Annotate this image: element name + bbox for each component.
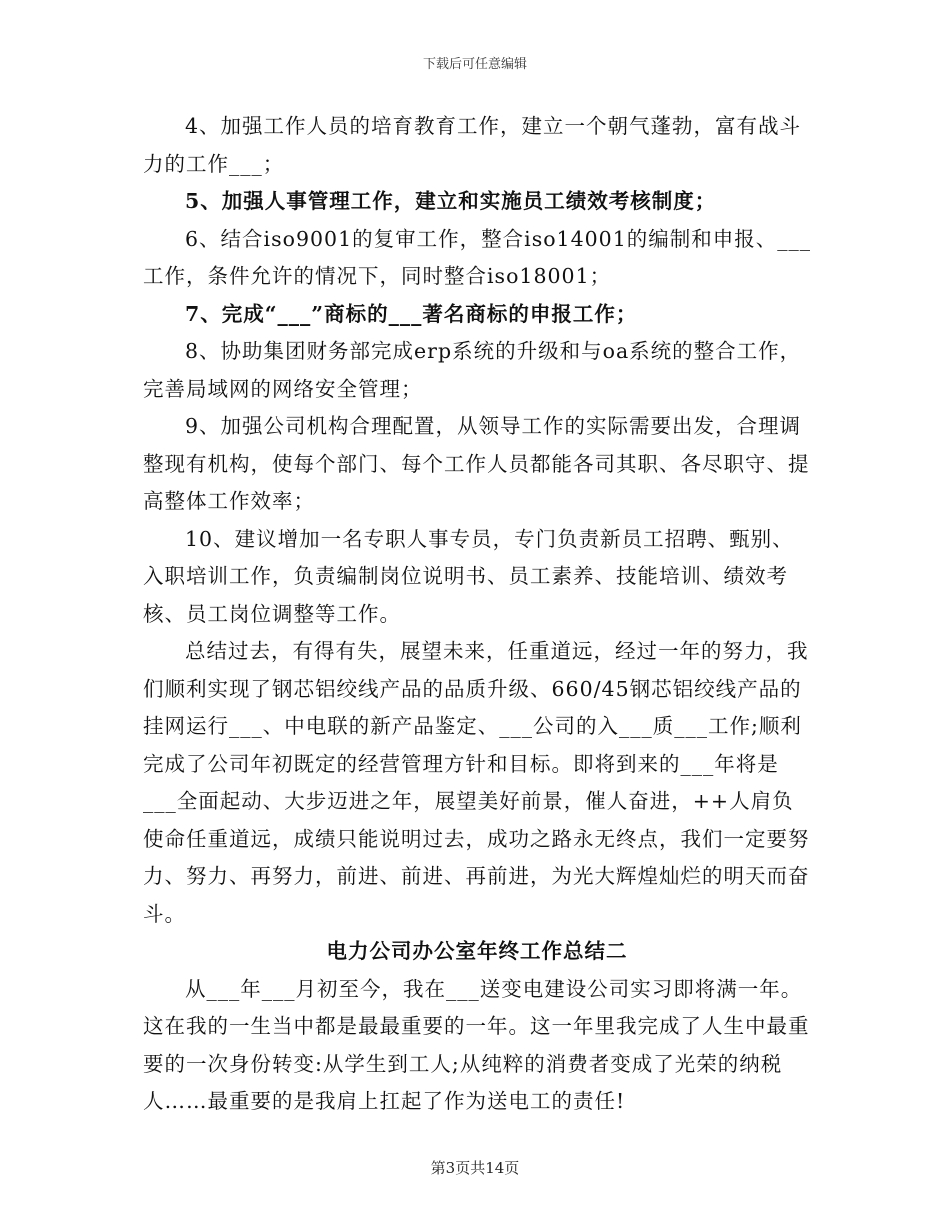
paragraph-item-10: 10、建议增加一名专职人事专员，专门负责新员工招聘、甄别、入职培训工作，负责编制岗位说明书、员工素养、技能培训、绩效考核、员工岗位调整等工作。 [143, 526, 794, 626]
section-title: 电力公司办公室年终工作总结二 [326, 939, 628, 963]
paragraph-item-4: 4、加强工作人员的培育教育工作，建立一个朝气蓬勃，富有战斗力的工作___； [143, 114, 802, 176]
paragraph-item-9: 9、加强公司机构合理配置，从领导工作的实际需要出发，合理调整现有机构，使每个部门、每个工作人员都能各司其职、各尽职守、提高整体工作效率； [143, 414, 810, 513]
paragraph-item-6: 6、结合iso9001的复审工作，整合iso14001的编制和申报、___工作，条件允许的情况下，同时整合iso18001； [143, 226, 812, 288]
paragraph-item-8: 8、协助集团财务部完成erp系统的升级和与oa系统的整合工作，完善局域网的网络安全管理； [143, 339, 802, 401]
header-note: 下载后可任意编辑 [422, 57, 527, 72]
page-number: 第3页共14页 [430, 1159, 520, 1177]
paragraph-item-7: 7、完成“___”商标的___著名商标的申报工作； [185, 301, 638, 326]
paragraph-item-5: 5、加强人事管理工作，建立和实施员工绩效考核制度； [185, 189, 717, 213]
document-body [143, 108, 811, 1121]
summary-paragraph: 总结过去，有得有失，展望未来，任重道远，经过一年的努力，我们顺利实现了钢芯铝绞线产品的品质升级、660/45钢芯铝绞线产品的挂网运行___、中电联的新产品鉴定、___公司的入___质___工作;顺利完成了公司年初既定的经营管理方针和目标。即将到来的___年将是___全面起动、大步迈进之年，展望美好前景，催人奋进，++人肩负使命任重道远，成绩只能说明过去，成功之路永无终点，我们一定要努力、努力、再努力，前进、前进、再前进，为光大辉煌灿烂的明天而奋斗。 [143, 639, 810, 926]
section2-paragraph: 从___年___月初至今，我在___送变电建设公司实习即将满一年。这在我的一生当中都是最最重要的一年。这一年里我完成了人生中最重要的一次身份转变:从学生到工人;从纯粹的消费者变成了光荣的纳税人……最重要的是我肩上扛起了作为送电工的责任! [143, 976, 810, 1113]
